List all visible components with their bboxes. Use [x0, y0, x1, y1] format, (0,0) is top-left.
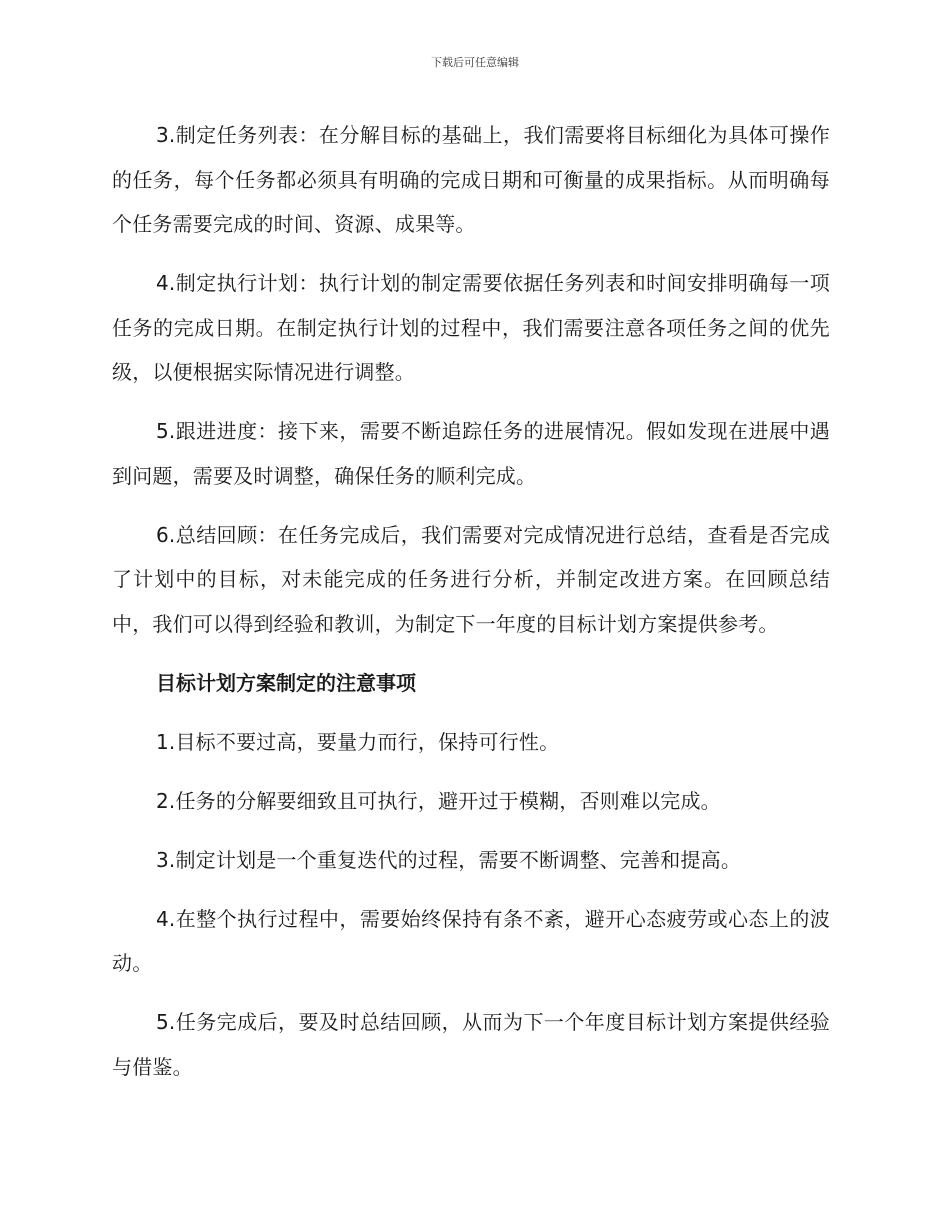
note-item-1: 1.目标不要过高，要量力而行，保持可行性。 [156, 729, 560, 754]
note-item-3: 3.制定计划是一个重复迭代的过程，需要不断调整、完善和提高。 [156, 847, 742, 872]
paragraph-step-6: 6.总结回顾：在任务完成后，我们需要对完成情况进行总结，查看是否完成了计划中的目标，对未能完成的任务进行分析，并制定改进方案。在回顾总结中，我们可以得到经验和教训，为制定下一年度的目标计划方案提供参考。 [112, 522, 830, 636]
note-item-5: 5.任务完成后，要及时总结回顾，从而为下一个年度目标计划方案提供经验与借鉴。 [112, 1010, 830, 1079]
note-item-2: 2.任务的分解要细致且可执行，避开过于模糊，否则难以完成。 [156, 788, 721, 813]
paragraph-step-4: 4.制定执行计划：执行计划的制定需要依据任务列表和时间安排明确每一项任务的完成日期。在制定执行计划的过程中，我们需要注意各项任务之间的优先级，以便根据实际情况进行调整。 [112, 271, 830, 384]
page-header: 下载后可任意编辑 [431, 56, 519, 69]
note-item-4: 4.在整个执行过程中，需要始终保持有条不紊，避开心态疲劳或心态上的波动。 [112, 906, 830, 975]
document-body [112, 113, 830, 1104]
paragraph-step-3: 3.制定任务列表：在分解目标的基础上，我们需要将目标细化为具体可操作的任务，每个任务都必须具有明确的完成日期和可衡量的成果指标。从而明确每个任务需要完成的时间、资源、成果等。 [112, 123, 830, 236]
section-heading: 目标计划方案制定的注意事项 [156, 670, 416, 695]
paragraph-step-5: 5.跟进进度：接下来，需要不断追踪任务的进展情况。假如发现在进展中遇到问题，需要及时调整，确保任务的顺利完成。 [112, 419, 830, 488]
